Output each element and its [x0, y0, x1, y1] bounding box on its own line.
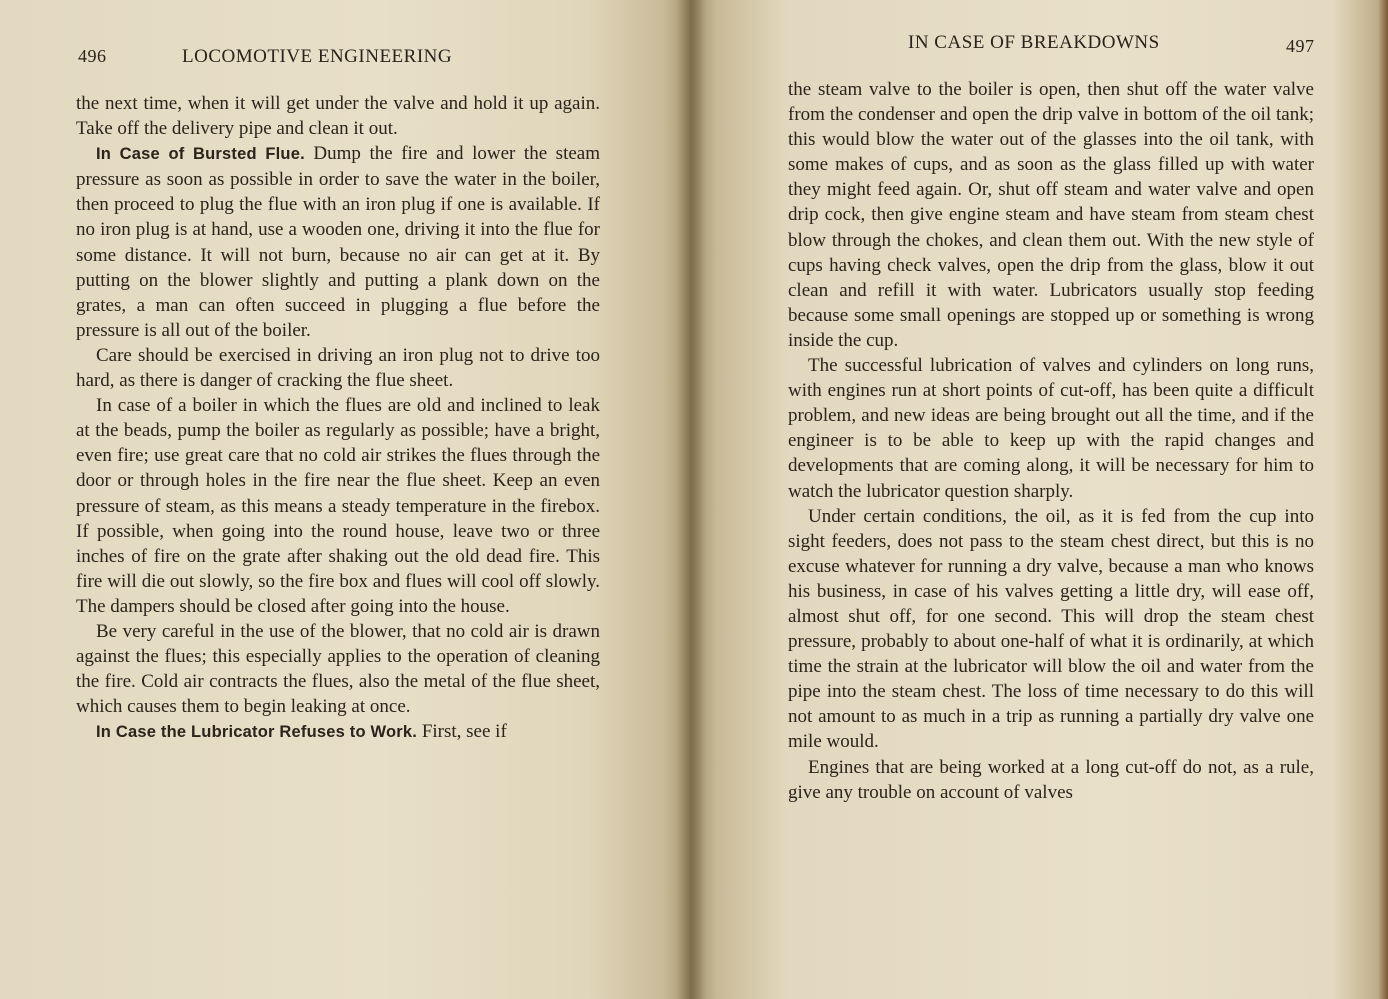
paragraph: the steam valve to the boiler is open, then shut off the water valve from the condenser and open the drip valve in bottom of the oil tank; this would blow the water out of the glasses into the oil tank, with some makes of cups, and as soon as the glass filled up with water they might feed again. Or, shut off steam and water valve and open drip cock, then give engine steam and have steam from steam chest blow through the chokes, and clean them out. With the new style of cups having check valves, open the drip from the glass, blow it out clean and refill it with water. Lubricators usually stop feeding because some small openings are stopped up or something is wrong inside the cup.: [788, 79, 1314, 351]
section-heading: In Case the Lubricator Refuses to Work.: [96, 723, 418, 742]
paragraph: In Case the Lubricator Refuses to Work. First, see if: [96, 721, 507, 743]
paragraph: Engines that are being worked at a long cut-off do not, as a rule, give any trouble on account of valves: [788, 756, 1314, 803]
left-page: [0, 0, 690, 999]
paragraph: Be very careful in the use of the blower, that no cold air is drawn against the flues; this especially applies to the operation of cleaning the fire. Cold air contracts the flues, also the metal of the flue sheet, which causes them to begin leaking at once.: [76, 620, 600, 718]
running-head: IN CASE OF BREAKDOWNS: [908, 32, 1160, 53]
page-text: [76, 91, 600, 745]
page-number: 496: [78, 46, 107, 66]
running-head: LOCOMOTIVE ENGINEERING: [182, 46, 453, 67]
paragraph: the next time, when it will get under the valve and hold it up again. Take off the delivery pipe and clean it out.: [76, 93, 600, 140]
page-edge: [1378, 0, 1388, 999]
section-heading: In Case of Bursted Flue.: [96, 145, 305, 164]
paragraph: In case of a boiler in which the flues are old and inclined to leak at the beads, pump the boiler as regularly as possible; have a bright, even fire; use great care that no cold air strikes the flues through the door or through holes in the fire near the flue sheet. Keep an even pressure of steam, as this means a steady temperature in the firebox. If possible, when going into the round house, leave two or three inches of fire on the grate after shaking out the old dead fire. This fire will die out slowly, so the fire box and flues will cool off slowly. The dampers should be closed after going into the house.: [76, 395, 600, 617]
page-text: [788, 77, 1314, 805]
page-number: 497: [1286, 36, 1315, 56]
right-page: [690, 0, 1388, 999]
paragraph: Under certain conditions, the oil, as it is fed from the cup into sight feeders, does not pass to the steam chest direct, but this is no excuse whatever for running a dry valve, because a man who knows his business, in case of his valves getting a little dry, will ease off, almost shut off, for one second. This will drop the steam chest pressure, probably to about one-half of what it is ordinarily, at which time the strain at the lubricator will blow the oil and water from the pipe into the steam chest. The loss of time necessary to do this will not amount to as much in a trip as running a partially dry valve one mile would.: [788, 505, 1314, 753]
paragraph: In Case of Bursted Flue. Dump the fire and lower the steam pressure as soon as possible in order to save the water in the boiler, then proceed to plug the flue with an iron plug if one is available. If no iron plug is at hand, use a wooden one, driving it into the flue for some distance. It will not burn, because no air can get at it. By putting on the blower slightly and putting a plank down on the grates, a man can often succeed in plugging a flue before the pressure is all out of the boiler.: [76, 143, 600, 341]
book-gutter: [676, 0, 706, 999]
paragraph: The successful lubrication of valves and cylinders on long runs, with engines run at short points of cut-off, has been quite a difficult problem, and new ideas are being brought out all the time, and if the engineer is to be able to keep up with the rapid changes and developments that are coming along, it will be necessary for him to watch the lubricator question sharply.: [788, 355, 1314, 502]
paragraph: Care should be exercised in driving an iron plug not to drive too hard, as there is danger of cracking the flue sheet.: [76, 344, 600, 392]
